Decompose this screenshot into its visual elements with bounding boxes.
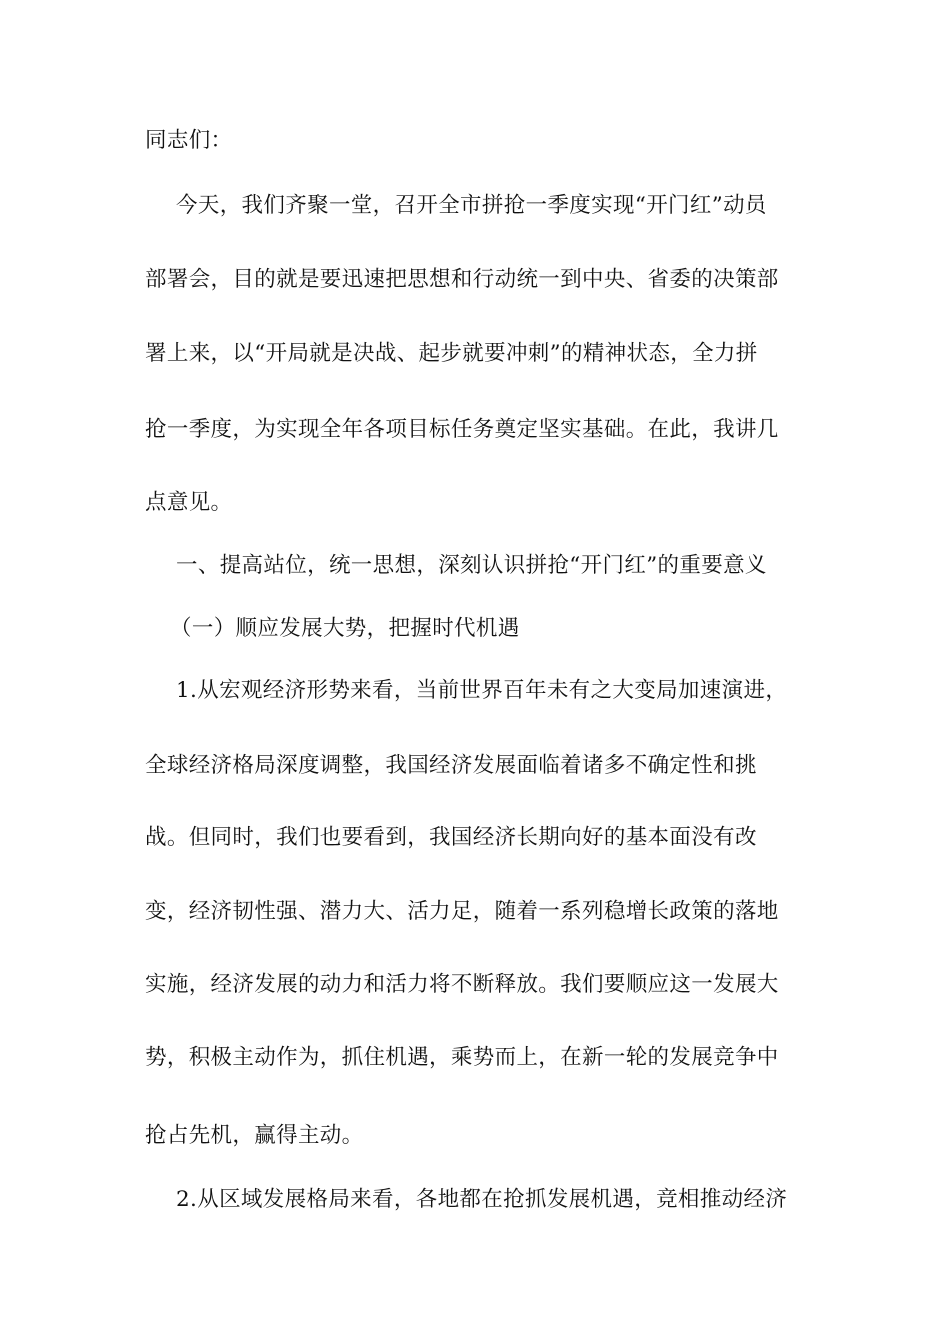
subsection-heading: （一）顺应发展大势，把握时代机遇 (170, 616, 520, 641)
paragraph-line: 部署会，目的就是要迅速把思想和行动统一到中央、省委的决策部 (145, 267, 779, 292)
paragraph-line: 实施，经济发展的动力和活力将不断释放。我们要顺应这一发展大 (145, 972, 779, 997)
paragraph-line: 战。但同时，我们也要看到，我国经济长期向好的基本面没有改 (145, 825, 757, 850)
paragraph-line: 今天，我们齐聚一堂，召开全市拼抢一季度实现“开门红”动员 (176, 193, 767, 218)
paragraph-line: 2.从区域发展格局来看，各地都在抢抓发展机遇，竞相推动经济 (176, 1187, 788, 1212)
paragraph-line: 变，经济韧性强、潜力大、活力足，随着一系列稳增长政策的落地 (145, 899, 779, 924)
paragraph-line: 抢一季度，为实现全年各项目标任务奠定坚实基础。在此，我讲几 (145, 417, 779, 442)
paragraph-line: 署上来，以“开局就是决战、起步就要冲刺”的精神状态，全力拼 (145, 341, 758, 366)
paragraph-line: 势，积极主动作为，抓住机遇，乘势而上，在新一轮的发展竞争中 (145, 1045, 779, 1070)
paragraph-line: 1.从宏观经济形势来看，当前世界百年未有之大变局加速演进， (176, 678, 788, 703)
paragraph-line: 抢占先机，赢得主动。 (145, 1123, 364, 1148)
paragraph-line: 点意见。 (145, 490, 233, 515)
section-heading: 一、提高站位，统一思想，深刻认识拼抢“开门红”的重要意义 (176, 553, 767, 578)
salutation: 同志们： (145, 128, 233, 153)
paragraph-line: 全球经济格局深度调整，我国经济发展面临着诸多不确定性和挑 (145, 753, 757, 778)
